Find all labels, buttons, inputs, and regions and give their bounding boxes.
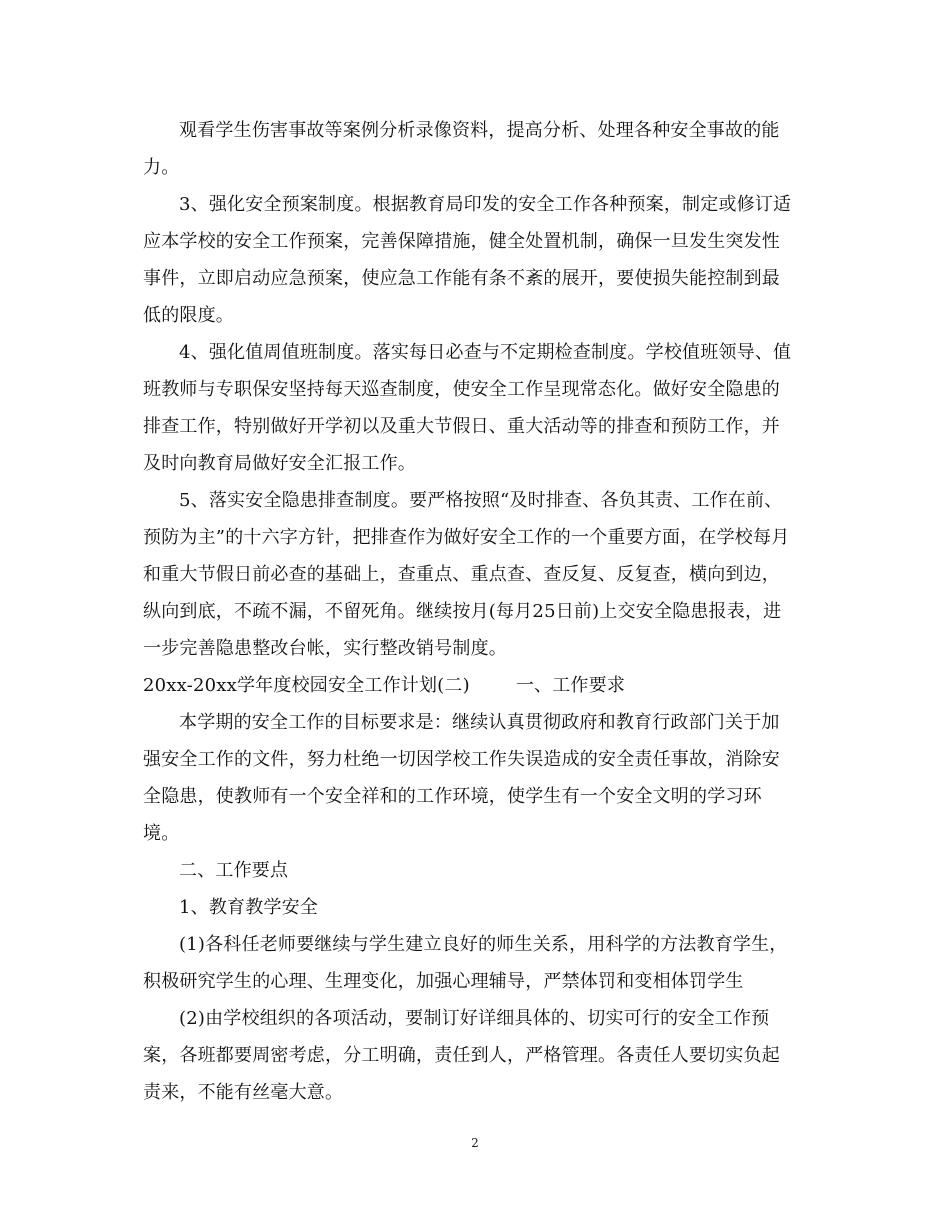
section-subheading: 二、工作要点 <box>179 860 289 881</box>
paragraph-line: 应本学校的安全工作预案，完善保障措施，健全处置机制，确保一旦发生突发性 <box>143 231 780 252</box>
paragraph-line: 一步完善隐患整改台帐，实行整改销号制度。 <box>143 638 507 659</box>
paragraph-line: 境。 <box>143 823 180 844</box>
paragraph-line: 排查工作，特别做好开学初以及重大节假日、重大活动等的排查和预防工作，并 <box>143 416 780 437</box>
paragraph-line: 观看学生伤害事故等案例分析录像资料，提高分析、处理各种安全事故的能 <box>179 120 780 141</box>
section-heading <box>143 667 807 704</box>
item-heading: 1、教育教学安全 <box>179 897 319 918</box>
paragraph-line: 本学期的安全工作的目标要求是：继续认真贯彻政府和教育行政部门关于加 <box>179 712 780 733</box>
page-number: 2 <box>471 1136 479 1150</box>
paragraph-line: 积极研究学生的心理、生理变化，加强心理辅导，严禁体罚和变相体罚学生 <box>143 971 744 992</box>
paragraph-line: 全隐患，使教师有一个安全祥和的工作环境，使学生有一个安全文明的学习环 <box>143 786 762 807</box>
paragraph-line: (2)由学校组织的各项活动，要制订好详细具体的、切实可行的安全工作预 <box>179 1008 770 1029</box>
paragraph-line: 和重大节假日前必查的基础上，查重点、重点查、查反复、反复查，横向到边， <box>143 564 780 585</box>
paragraph-line: 预防为主”的十六字方针，把排查作为做好安全工作的一个重要方面，在学校每月 <box>143 527 790 548</box>
paragraph-line: (1)各科任老师要继续与学生建立良好的师生关系，用科学的方法教育学生， <box>179 934 788 955</box>
paragraph-line: 5、落实安全隐患排查制度。要严格按照“及时排查、各负其责、工作在前、 <box>179 490 783 511</box>
paragraph-line: 班教师与专职保安坚持每天巡查制度，使安全工作呈现常态化。做好安全隐患的 <box>143 379 780 400</box>
paragraph-line: 案，各班都要周密考虑，分工明确，责任到人，严格管理。各责任人要切实负起 <box>143 1045 780 1066</box>
paragraph-line: 纵向到底，不疏不漏，不留死角。继续按月(每月25日前)上交安全隐患报表，进 <box>143 601 782 622</box>
paragraph-line: 4、强化值周值班制度。落实每日必查与不定期检查制度。学校值班领导、值 <box>179 342 792 363</box>
paragraph-line: 及时向教育局做好安全汇报工作。 <box>143 453 416 474</box>
document-title: 20xx-20xx学年度校园安全工作计划(二) <box>143 675 470 696</box>
section-title: 一、工作要求 <box>515 675 626 696</box>
paragraph-line: 事件，立即启动应急预案，使应急工作能有条不紊的展开，要使损失能控制到最 <box>143 268 780 289</box>
paragraph-line: 低的限度。 <box>143 305 234 326</box>
paragraph-line: 责来，不能有丝毫大意。 <box>143 1082 344 1103</box>
paragraph-line: 力。 <box>143 157 180 178</box>
paragraph-line: 强安全工作的文件，努力杜绝一切因学校工作失误造成的安全责任事故，消除安 <box>143 749 780 770</box>
document-body <box>143 112 807 1111</box>
paragraph-line: 3、强化安全预案制度。根据教育局印发的安全工作各种预案，制定或修订适 <box>179 194 792 215</box>
